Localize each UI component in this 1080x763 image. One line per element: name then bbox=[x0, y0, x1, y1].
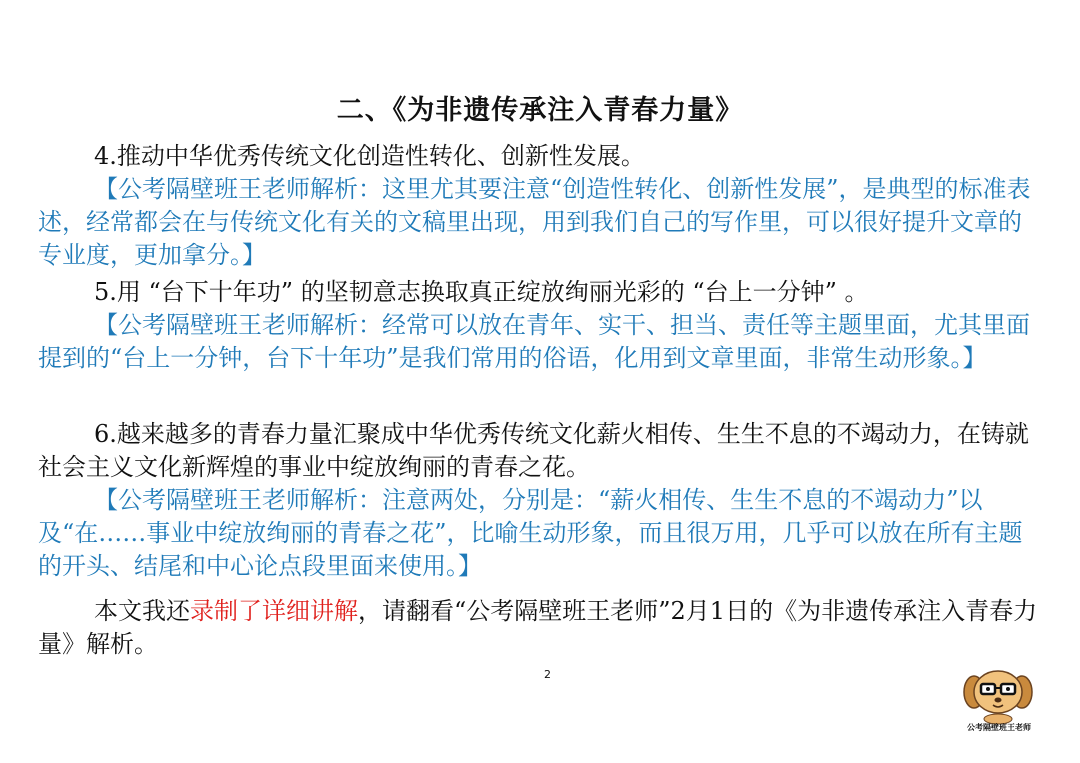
page-number: 2 bbox=[544, 668, 551, 681]
section-title: 二、《为非遗传承注入青春力量》 bbox=[336, 95, 744, 126]
closing-highlight: 录制了详细讲解 bbox=[190, 597, 358, 625]
closing-text-before: 本文我还 bbox=[94, 597, 190, 625]
closing-text-after: ，请翻看“公考隔壁班王老师”2月1日的《为非遗传承注入青春力量》解析。 bbox=[38, 597, 1038, 658]
item-analysis: 【公考隔壁班王老师解析：这里尤其要注意“创造性转化、创新性发展”，是典型的标准表述，经常都会在与传统文化有关的文稿里出现，用到我们自己的写作里，可以很好提升文章的专业度，更加拿分。】 bbox=[38, 175, 1031, 269]
item-5 bbox=[38, 276, 1044, 375]
logo-caption: 公考隔壁班王老师 bbox=[967, 723, 1031, 732]
item-statement: 6.越来越多的青春力量汇聚成中华优秀传统文化薪火相传、生生不息的不竭动力，在铸就社会主义文化新辉煌的事业中绽放绚丽的青春之花。 bbox=[38, 420, 1029, 481]
item-analysis: 【公考隔壁班王老师解析：经常可以放在青年、实干、担当、责任等主题里面，尤其里面提到的“台上一分钟，台下十年功”是我们常用的俗语，化用到文章里面，非常生动形象。】 bbox=[38, 311, 1030, 372]
item-6 bbox=[38, 418, 1044, 583]
closing-paragraph bbox=[38, 595, 1044, 661]
item-statement: 4.推动中华优秀传统文化创造性转化、创新性发展。 bbox=[94, 142, 645, 170]
item-statement: 5.用 “台下十年功” 的坚韧意志换取真正绽放绚丽光彩的 “台上一分钟” 。 bbox=[94, 278, 869, 306]
item-4 bbox=[38, 140, 1044, 272]
item-analysis: 【公考隔壁班王老师解析：注意两处，分别是：“薪火相传、生生不息的不竭动力”以及“在……事业中绽放绚丽的青春之花”，比喻生动形象，而且很万用，几乎可以放在所有主题的开头、结尾和中心论点段里面来使用。】 bbox=[38, 486, 1023, 580]
